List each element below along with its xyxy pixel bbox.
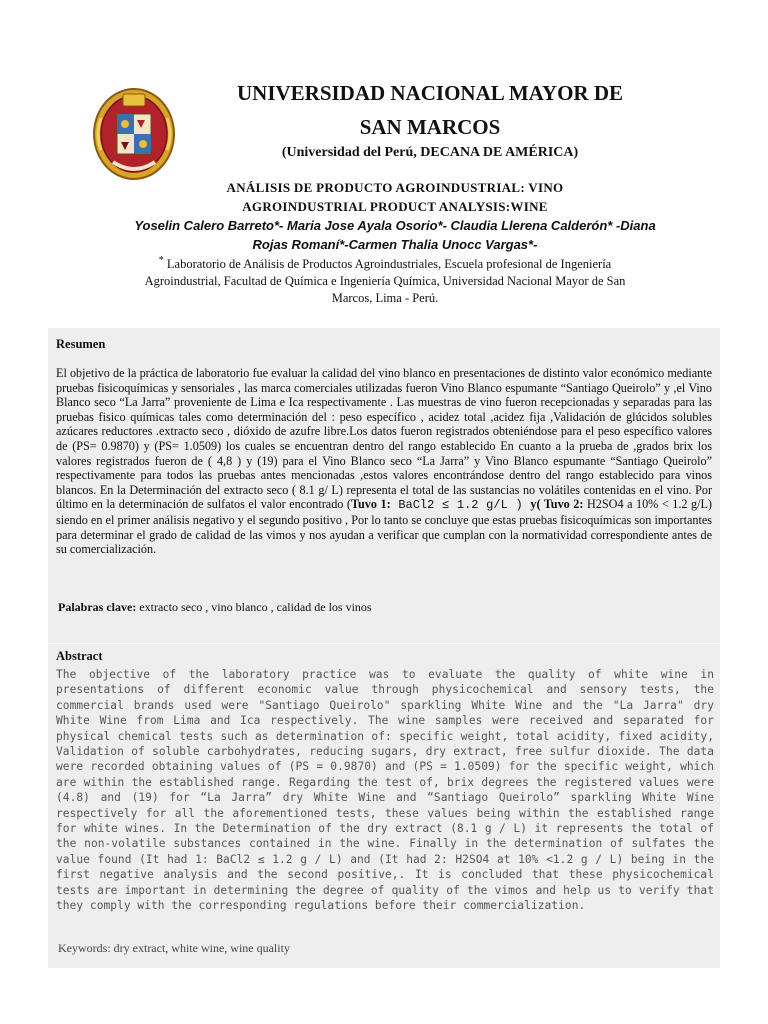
university-name — [190, 76, 670, 144]
tuvo1-label: Tuvo 1: — [351, 497, 391, 512]
university-subtitle: (Universidad del Perú, DECANA DE AMÉRICA) — [281, 145, 579, 160]
affiliation-line2: Agroindustrial, Facultad de Química e Ingeniería Química, Universidad Nacional Mayor de San — [144, 274, 626, 289]
paper-title-spanish: ANÁLISIS DE PRODUCTO AGROINDUSTRIAL: VINO — [226, 180, 564, 195]
tuvo2-label: y( Tuvo 2: — [530, 497, 584, 512]
resumen-heading: Resumen — [56, 337, 106, 351]
affiliation-line1 — [100, 252, 670, 273]
affiliation-mark: * — [158, 255, 164, 266]
abstract-keywords: Keywords: dry extract, white wine, wine quality — [58, 941, 290, 955]
palabras-clave-value: extracto seco , vino blanco , calidad de los vinos — [136, 600, 372, 614]
affiliation-line3: Marcos, Lima - Perú. — [331, 291, 439, 306]
university-name-line1: UNIVERSIDAD NACIONAL MAYOR DE — [236, 81, 624, 105]
abstract-section — [48, 644, 720, 968]
paper-title — [90, 178, 700, 216]
palabras-clave-label: Palabras clave: — [58, 600, 137, 614]
author-list — [90, 216, 700, 254]
abstract-body: The objective of the laboratory practice was to evaluate the quality of white wine in presentations of different economic value through physicochemical and sensory tests, the commercial brands used were "Santiago Queirolo" sparkling White Wine and the "La Jarra" dry White Wine from Lima and Ica respectively. The wine samples were received and separated for physical chemical tests such as determination of: specific weight, total acidity, fixed acidity, Validation of soluble carbohydrates, reducing sugars, dry extract, free sulfur dioxide. The data were recorded obtaining values of (PS = 0.9870) and (PS = 1.0509) for the specific weight, which are within the established range. Regarding the test of, brix degrees the registered values were (4.8) and (19) for “La Jarra” dry White Wine and “Santiago Queirolo” sparkling White Wine respectively for all the aforementioned tests, these values being within the established range for white wines. In the Determination of the dry extract (8.1 g / L) it represents the total of the non-volatile substances contained in the wine. Finally in the determination of sulfates the value found (It had 1: BaCl2 ≤ 1.2 g / L) and (It had 2: H2SO4 at 10% <1.2 g / L) being in the first negative analysis and the second positive,. It is concluded that these physicochemical tests are important in determining the degree of quality of the vimos and help us to verify that they comply with the corresponding regulations before their commercialization. — [56, 668, 714, 913]
affiliation-line1-text: Laboratorio de Análisis de Productos Agroindustriales, Escuela profesional de Ingeniería — [166, 257, 612, 272]
paper-title-english: AGROINDUSTRIAL PRODUCT ANALYSIS:WINE — [242, 199, 548, 214]
resumen-section — [48, 328, 720, 643]
university-crest-icon — [93, 88, 175, 180]
affiliation — [100, 252, 670, 307]
resumen-body — [56, 366, 712, 557]
abstract-heading: Abstract — [56, 649, 103, 663]
authors-line1: Yoselin Calero Barreto*- Maria Jose Ayala Osorio*- Claudia Llerena Calderón* -Diana — [134, 218, 656, 233]
palabras-clave — [58, 600, 372, 615]
resumen-text-part1: El objetivo de la práctica de laboratorio fue evaluar la calidad del vino blanco en presentaciones de distinto valor económico mediante pruebas fisicoquímicas y sensoriales , las marca comerciales utilizadas fueron Vino Blanco espumante “Santiago Queirolo” y ,el Vino Blanco seco “La Jarra” proveniente de Lima e Ica respectivamente . Las muestras de vino fueron recepcionadas y separadas para las pruebas fisico químicas tales como determinación del : peso específico , acidez total ,acidez fija ,Validación de glúcidos solubles azúcares reductores .extracto seco , dióxido de azufre libre.Los datos fueron registrados obteniéndose para el peso específico valores de (PS= 0.9870) y (PS= 1.0509) los cuales se encuentran dentro del rango establecido En cuanto a la prueba de ,grados brix los valores registrados fueron de ( 4,8 ) y (19) para el Vino Blanco seco “La Jarra” y Vino Blanco espumante “Santiago Queirolo” respectivamente para todos las pruebas antes mencionadas ,estos valores encontrándose dentro del rango establecido para vinos blancos. En la Determinación del extracto seco ( 8.1 g/ L) representa el total de las sustancias no volátiles contenidas en el vino. Por último en la determinación de sulfatos el valor encontrado ( — [56, 366, 712, 512]
tuvo1-value: BaCl2 ≤ 1.2 g/L ) — [390, 498, 531, 513]
resumen-text-part2: H2SO4 a 10% < 1.2 g/L) siendo en el primer análisis negativo y el segundo positivo , Por lo tanto se concluye que estas pruebas fisicoquímicas son importantes para determinar el grado de calidad de las vimos y nos ayudan a verificar que cumplan con la normatividad correspondiente antes de su comercialización. — [56, 497, 712, 557]
authors-line2: Rojas Romaní*-Carmen Thalia Unocc Vargas*- — [252, 237, 538, 252]
university-name-line2: SAN MARCOS — [359, 115, 501, 139]
